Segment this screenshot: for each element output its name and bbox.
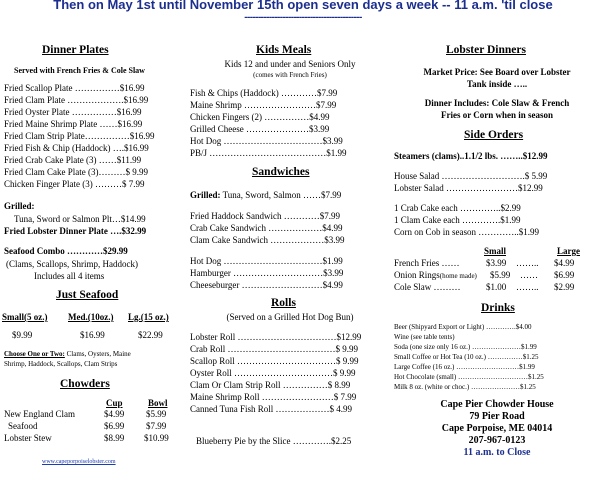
sized-side-small: $5.99 — [490, 270, 511, 280]
chowder-cup-price: $8.99 — [104, 433, 125, 443]
kids-meals-heading: Kids Meals — [256, 44, 312, 56]
dinner-plate-item: Fried Scallop Plate ……………$16.99 — [4, 83, 145, 93]
side-item: 1 Clam Cake each ………….$1.99 — [394, 215, 521, 225]
drinks-heading: Drinks — [481, 302, 515, 314]
seafood-price-small: $9.99 — [12, 330, 33, 340]
dinner-plates-subtitle: Served with French Fries & Cole Slaw — [14, 66, 145, 75]
seafood-price-med: $16.99 — [80, 330, 105, 340]
website-link[interactable]: www.capeporpoiselobster.com — [42, 459, 116, 465]
kids-meal-item: Grilled Cheese …………………$3.99 — [190, 124, 330, 134]
chowder-name: Lobster Stew — [4, 433, 52, 443]
grilled-sandwich: Grilled: Tuna, Sword, Salmon ……$7.99 — [190, 190, 342, 200]
seafood-combo-includes: Includes all 4 items — [34, 271, 105, 281]
dinner-plates-heading: Dinner Plates — [42, 44, 109, 56]
drink-item: Small Coffee or Hot Tea (10 oz.) ……………$1.25 — [394, 353, 539, 361]
dinner-plate-item: Fried Crab Cake Plate (3) ……$11.99 — [4, 155, 142, 165]
banner-hours: Then on May 1st until November 15th open seven days a week -- 11 a.m. 'til close — [53, 0, 553, 12]
side-item: 1 Crab Cake each …………..$2.99 — [394, 203, 521, 213]
roll-item: Lobster Roll ……………………………$12.99 — [190, 332, 362, 342]
dinner-includes-sides: Fries or Corn when in season — [440, 110, 554, 120]
banner-divider: ------------------------------------------- — [244, 12, 362, 23]
sized-side-leader: …… — [520, 270, 538, 280]
dinner-plate-item: Fried Fish & Chip (Haddock) ….$16.99 — [4, 143, 149, 153]
chowders-heading: Chowders — [60, 378, 110, 390]
seafood-combo: Seafood Combo …………$29.99 — [4, 246, 128, 256]
sized-side-large: $4.99 — [554, 258, 575, 268]
kids-meal-item: Fish & Chips (Haddock) …………$7.99 — [190, 88, 338, 98]
side-orders-heading: Side Orders — [464, 129, 524, 141]
chowder-name: New England Clam — [4, 409, 75, 419]
restaurant-city: Cape Porpoise, ME 04014 — [441, 423, 553, 434]
restaurant-phone: 207-967-0123 — [468, 435, 526, 446]
sized-side-small: $1.00 — [486, 282, 507, 292]
drink-item: Milk 8 oz. (white or choc.) …………………$1.25 — [394, 383, 536, 391]
chowder-bowl-price: $10.99 — [144, 433, 169, 443]
chowder-bowl-price: $7.99 — [146, 421, 167, 431]
sandwich-item: Fried Haddock Sandwich …………$7.99 — [190, 211, 340, 221]
kids-meal-item: Chicken Fingers (2) ……………$4.99 — [190, 112, 330, 122]
side-item: Corn on Cob in season …………..$1.99 — [394, 227, 539, 237]
grilled-plate-item: Tuna, Sword or Salmon Plt…$14.99 — [14, 214, 146, 224]
sized-side-leader: …….. — [516, 282, 539, 292]
chowder-col-bowl: Bowl — [148, 398, 168, 408]
size-col-large: Large — [557, 246, 580, 256]
kids-meal-item: Maine Shrimp ……………………$7.99 — [190, 100, 337, 110]
kids-meal-item: Hot Dog ……………………………$3.99 — [190, 136, 343, 146]
blueberry-pie: Blueberry Pie by the Slice ………….$2.25 — [196, 436, 352, 446]
lobster-dinners-heading: Lobster Dinners — [446, 44, 526, 56]
roll-item: Crab Roll ………………………………$ 9.99 — [190, 344, 358, 354]
drink-item: Beer (Shipyard Export or Light) ………….$4.00 — [394, 323, 532, 331]
chowder-col-cup: Cup — [106, 398, 123, 408]
roll-item: Canned Tuna Fish Roll ………………$ 4.99 — [190, 404, 353, 414]
kids-meals-note: (comes with French Fries) — [253, 71, 327, 79]
rolls-subtitle: (Served on a Grilled Hot Dog Bun) — [226, 312, 354, 322]
seafood-combo-desc: (Clams, Scallops, Shrimp, Haddock) — [6, 259, 138, 269]
market-price: Market Price: See Board over Lobster — [423, 67, 571, 77]
chowder-cup-price: $6.99 — [104, 421, 125, 431]
dinner-includes: Dinner Includes: Cole Slaw & French — [424, 98, 570, 108]
sized-side-leader: …….. — [516, 258, 539, 268]
kids-meal-item: PB/J …………………………………$1.99 — [190, 148, 347, 158]
side-item: House Salad ……………………….$ 5.99 — [394, 171, 548, 181]
rolls-heading: Rolls — [271, 297, 296, 309]
roll-item: Scallop Roll ……………………………$ 9.99 — [190, 356, 359, 366]
seafood-size-small: Small(5 oz.) — [2, 312, 48, 322]
dinner-plate-item: Fried Clam Strip Plate……………$16.99 — [4, 131, 155, 141]
sandwich-item: Clam Cake Sandwich ………………$3.99 — [190, 235, 345, 245]
restaurant-street: 79 Pier Road — [469, 411, 525, 422]
seafood-choice-list: Shrimp, Haddock, Scallops, Clam Strips — [4, 360, 118, 368]
market-price-note: Tank inside ….. — [466, 79, 528, 89]
dinner-plate-item: Fried Maine Shrimp Plate ……$16.99 — [4, 119, 143, 129]
seafood-choice-note: Choose One or Two: Clams, Oysters, Maine — [4, 350, 131, 358]
steamers: Steamers (clams)..1.1/2 lbs. ……..$12.99 — [394, 151, 548, 161]
drink-item: Soda (one size only 16 oz.) …………………$1.99 — [394, 343, 537, 351]
size-col-small: Small — [484, 246, 507, 256]
chowder-name: Seafood — [8, 421, 38, 431]
drink-item: Large Coffee (16 oz.) ………………………$1.99 — [394, 363, 535, 371]
dinner-plate-item: Fried Clam Plate ……………….$16.99 — [4, 95, 149, 105]
sized-side-name: French Fries …… — [394, 258, 460, 268]
sandwich-item: Crab Cake Sandwich ………………$4.99 — [190, 223, 343, 233]
sandwich-item: Hot Dog ……………………………$1.99 — [190, 256, 343, 266]
seafood-size-large: Lg.(15 oz.) — [128, 312, 169, 322]
dinner-plate-item: Chicken Finger Plate (3) ………$ 7.99 — [4, 179, 145, 189]
restaurant-hours: 11 a.m. to Close — [463, 447, 531, 458]
grilled-label: Grilled: — [4, 201, 35, 211]
dinner-plate-item: Fried Oyster Plate ……………$16.99 — [4, 107, 142, 117]
dinner-plate-item: Fried Clam Cake Plate (3)………$ 9.99 — [4, 167, 148, 177]
roll-item: Maine Shrimp Roll ……………………$ 7.99 — [190, 392, 357, 402]
seafood-size-med: Med.(10oz.) — [68, 312, 114, 322]
restaurant-name: Cape Pier Chowder House — [440, 399, 554, 410]
roll-item: Clam Or Clam Strip Roll ……………$ 8.99 — [190, 380, 351, 390]
sized-side-large: $6.99 — [554, 270, 575, 280]
sandwiches-heading: Sandwiches — [252, 166, 310, 178]
side-item: Lobster Salad ……………………$12.99 — [394, 183, 543, 193]
chowder-bowl-price: $5.99 — [146, 409, 167, 419]
sandwich-item: Hamburger …………………………$3.99 — [190, 268, 344, 278]
sized-side-name: Onion Rings(home made) — [394, 270, 477, 280]
lobster-dinner-plate: Fried Lobster Dinner Plate ….$32.99 — [4, 226, 147, 236]
drink-item: Hot Chocolate (small) …………………………$1.25 — [394, 373, 544, 381]
sized-side-small: $3.99 — [486, 258, 507, 268]
drink-item: Wine (see table tents) — [394, 333, 455, 341]
seafood-price-large: $22.99 — [138, 330, 163, 340]
kids-meals-eligibility: Kids 12 and under and Seniors Only — [224, 59, 356, 69]
just-seafood-heading: Just Seafood — [56, 289, 119, 301]
sized-side-name: Cole Slaw ……… — [394, 282, 461, 292]
chowder-cup-price: $4.99 — [104, 409, 125, 419]
roll-item: Oyster Roll ……………………………$ 9.99 — [190, 368, 356, 378]
sandwich-item: Cheeseburger ………………………$4.99 — [190, 280, 343, 290]
sized-side-large: $2.99 — [554, 282, 575, 292]
